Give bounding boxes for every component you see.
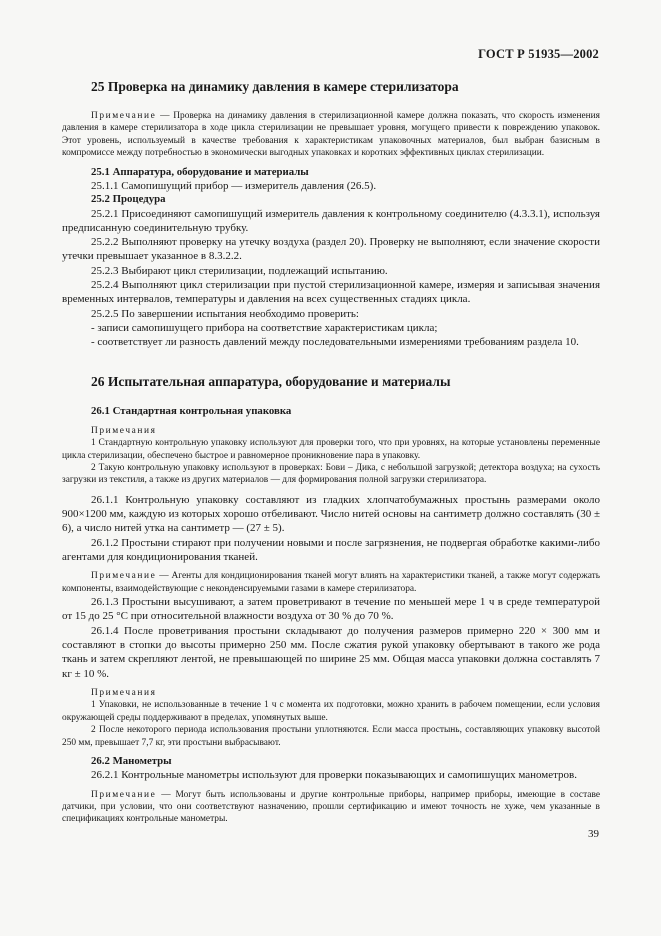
subsection-25-2-title: 25.2 Процедура: [91, 193, 166, 206]
paragraph: 26.1.1 Контрольную упаковку составляют из гладких хлопчатобумажных простынь размерами около 900×1200 мм, каждую из которых хорошо отбеливают. Число нитей основы на сантиметр должно составлять (30 ± 6), а число нитей утка на сантиметр — (27 ± 5).: [62, 493, 601, 535]
note-label: Примечание: [91, 111, 157, 121]
page-content: [62, 74, 600, 826]
note: [62, 789, 600, 826]
paragraph: 26.1.2 Простыни стирают при получении новыми и после загрязнения, не подвергая обработке какими-либо агентами для кондиционирования тканей.: [62, 536, 600, 563]
section-25-note: [62, 110, 600, 160]
note-item: 1 Стандартную контрольную упаковку используют для проверки того, что при уровнях, на которые установлены переменные цикла стерилизации, обеспечено быстрое и равномерное проникновение пара в упаковку.: [62, 438, 600, 461]
paragraph: 26.1.4 После проветривания простыни складывают до получения размеров примерно 220 × 300 мм и составляют в стопки до высоты примерно 250 мм. После сжатия рукой упаковку обертывают в такого же рода ткань и затем скрепляют лентой, не превышающей по ширине 25 мм. Общая масса упаковки должна составлять 7 кг ± 10 %.: [62, 624, 600, 680]
subsection-26-1-title: 26.1 Стандартная контрольная упаковка: [91, 405, 292, 418]
list-item: - соответствует ли разность давлений между последовательными измерениями требованиям раздела 10.: [91, 336, 579, 349]
note-text: — Могут быть использованы и другие контрольные приборы, например приборы, имеющие в составе датчики, при условии, что они соответствуют назначению, прошли сертификацию и имеют точность не хуже, чем указанные в спецификациях контрольные манометры.: [62, 789, 600, 825]
list-item: - записи самопишущего прибора на соответствие характеристикам цикла;: [91, 321, 438, 334]
paragraph: 25.2.4 Выполняют цикл стерилизации при пустой стерилизационной камере, измеряя и записывая значения временных интервалов, температуры и давления на всех существенных стадиях цикла.: [62, 279, 600, 306]
subsection-26-2-title: 26.2 Манометры: [91, 754, 172, 767]
note-label: Примечание: [91, 571, 157, 582]
paragraph: 25.2.5 По завершении испытания необходимо проверить:: [91, 307, 359, 320]
paragraph: 25.1.1 Самопишущий прибор — измеритель давления (26.5).: [91, 179, 377, 192]
note-item: 2 Такую контрольную упаковку используют в проверках: Бови – Дика, с небольшой загрузкой; детектора воздуха; на сухость загрузки из текстиля, а также из других материалов — для формирования полной загрузки стерилизатора.: [62, 463, 600, 486]
note-label: Примечание: [91, 789, 157, 800]
subsection-25-1-title: 25.1 Аппаратура, оборудование и материалы: [91, 165, 309, 178]
paragraph: 25.2.1 Присоединяют самопишущий измеритель давления к контрольному соединителю (4.3.3.1), используя предписанную соединительную трубку.: [62, 207, 600, 234]
section-25-title: 25 Проверка на динамику давления в камере стерилизатора: [91, 79, 459, 94]
page-number: 39: [588, 828, 599, 840]
notes-label: Примечания: [91, 425, 157, 436]
note-item: 2 После некоторого периода использования простыни уплотняются. Если масса простынь, составляющих упаковку высотой 250 мм, превышает 7,7 кг, эти простыни выбрасывают.: [62, 725, 600, 748]
paragraph: 25.2.3 Выбирают цикл стерилизации, подлежащий испытанию.: [91, 264, 388, 277]
paragraph: 26.1.3 Простыни высушивают, а затем проветривают в течение по меньшей мере 1 ч в среде температурой от 15 до 25 °С при относительной влажности воздуха от 30 % до 70 %.: [62, 596, 600, 623]
note-text: — Проверка на динамику давления в стерилизационной камере должна показать, что скорость изменения давления в камере стерилизатора в ходе цикла стерилизации не превышает уровня, могущего привести к повреждению упаковок. Этот уровень, используемый в качестве требования к характеристикам упаковочных материалов, был выбран базисным в компромиссе между потребностью в экономически выгодных упаковках и коротких эффективных циклах стерилизации.: [62, 111, 600, 159]
notes-label: Примечания: [91, 687, 157, 698]
section-26-title: 26 Испытательная аппаратура, оборудование и материалы: [91, 374, 451, 390]
paragraph: 26.2.1 Контрольные манометры используют для проверки показывающих и самопишущих манометров.: [91, 769, 578, 782]
standard-code: ГОСТ Р 51935—2002: [478, 47, 599, 61]
note-text: — Агенты для кондиционирования тканей могут влиять на характеристики тканей, а также могут содержать компоненты, взаимодействующие с неконденсируемыми газами в камере стерилизатора.: [62, 571, 600, 594]
note-item: 1 Упаковки, не использованные в течение 1 ч с момента их подготовки, можно хранить в рабочем помещении, если условия окружающей среды поддерживают в пределах, упомянутых выше.: [62, 700, 600, 723]
note: [62, 570, 600, 595]
paragraph: 25.2.2 Выполняют проверку на утечку воздуха (раздел 20). Проверку не выполняют, если значение скорости утечки превышает указанное в 8.3.2.2.: [62, 236, 600, 263]
